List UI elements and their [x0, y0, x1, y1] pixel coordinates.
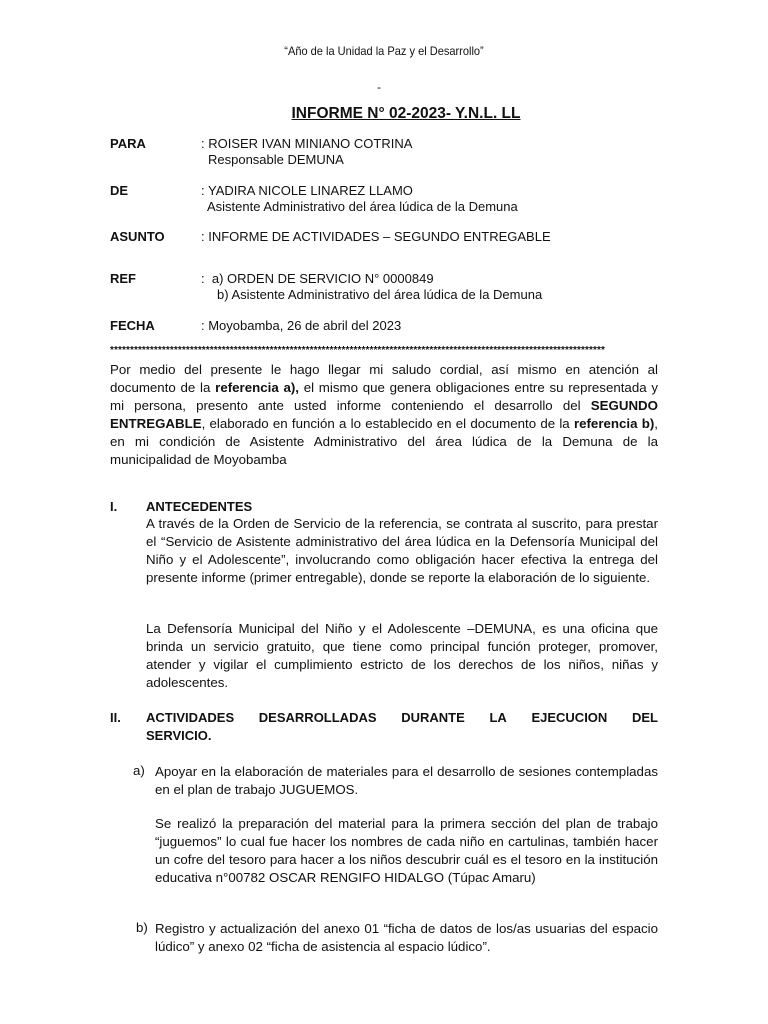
document-motto: “Año de la Unidad la Paz y el Desarrollo” — [284, 44, 484, 58]
item-b-text: Registro y actualización del anexo 01 “ficha de datos de los/as usuarias del espacio lúdico” y anexo 02 “ficha de asistencia al espacio lúdico”. — [155, 921, 658, 954]
de-label: DE — [110, 183, 129, 198]
de-sender: : YADIRA NICOLE LINAREZ LLAMO — [201, 183, 413, 198]
intro-paragraph: Por medio del presente le hago llegar mi saludo cordial, así mismo en atención al documento de la referencia a), el mismo que genera obligaciones entre su representada y mi persona, presento ante usted informe conteniendo el desarrollo del SEGUNDO ENTREGABLE, elaborado en función a lo establecido en el documento de la referencia b), en mi condición de Asistente Administrativo del área lúdica de la Demuna de la municipalidad de Moyobamba — [110, 362, 659, 467]
fecha-value: : Moyobamba, 26 de abril del 2023 — [201, 318, 402, 333]
ref-line-b: b) Asistente Administrativo del área lúdica de la Demuna — [217, 287, 543, 302]
de-role: Asistente Administrativo del área lúdica de la Demuna — [207, 199, 518, 214]
para-label: PARA — [110, 136, 146, 151]
separator-line: **************************************************************************************************************************** — [110, 345, 605, 356]
ref-line-a: : a) ORDEN DE SERVICIO N° 0000849 — [201, 271, 434, 286]
ref-label: REF — [110, 271, 136, 286]
section-1-number: I. — [110, 499, 118, 514]
section-2-heading: ACTIVIDADES DESARROLLADAS DURANTE LA EJECUCION DEL — [146, 710, 658, 725]
item-a-letter: a) — [133, 763, 145, 778]
section-1-paragraph-2: La Defensoría Municipal del Niño y el Adolescente –DEMUNA, es una oficina que brinda un servicio gratuito, que tiene como principal función proteger, promover, atender y vigilar el cumplimiento estricto de los derechos de los niños, niñas y adolescentes. — [146, 621, 658, 690]
para-role: Responsable DEMUNA — [208, 152, 344, 167]
asunto-label: ASUNTO — [110, 229, 165, 244]
item-a-detail: Se realizó la preparación del material para la primera sección del plan de trabajo “juguemos” lo cual fue hacer los nombres de cada niño en cartulinas, también hacer un cofre del tesoro para hacer a los niños descubrir cuál es el tesoro en la institución educativa n°00782 OSCAR RENGIFO HIDALGO (Túpac Amaru) — [155, 816, 658, 885]
item-b-letter: b) — [136, 920, 148, 935]
fecha-label: FECHA — [110, 318, 155, 333]
section-1-paragraph-1: A través de la Orden de Servicio de la referencia, se contrata al suscrito, para prestar el “Servicio de Asistente administrativo del área lúdica en la Defensoría Municipal del Niño y el Adolescente”, involucrando como obligación hacer efectiva la entrega del presente informe (primer entregable), donde se reporte la elaboración de lo siguiente. — [146, 516, 658, 585]
section-1-heading: ANTECEDENTES — [146, 499, 253, 514]
item-a-text: Apoyar en la elaboración de materiales para el desarrollo de sesiones contempladas en el plan de trabajo JUGUEMOS. — [155, 764, 658, 797]
section-2-number: II. — [110, 710, 121, 725]
report-title: INFORME N° 02-2023- Y.N.L. LL — [291, 105, 521, 122]
para-recipient: : ROISER IVAN MINIANO COTRINA — [201, 136, 413, 151]
section-2-heading-line-2: SERVICIO. — [146, 728, 212, 743]
asunto-value: : INFORME DE ACTIVIDADES – SEGUNDO ENTREGABLE — [201, 229, 551, 244]
dash-mark: - — [377, 80, 381, 94]
